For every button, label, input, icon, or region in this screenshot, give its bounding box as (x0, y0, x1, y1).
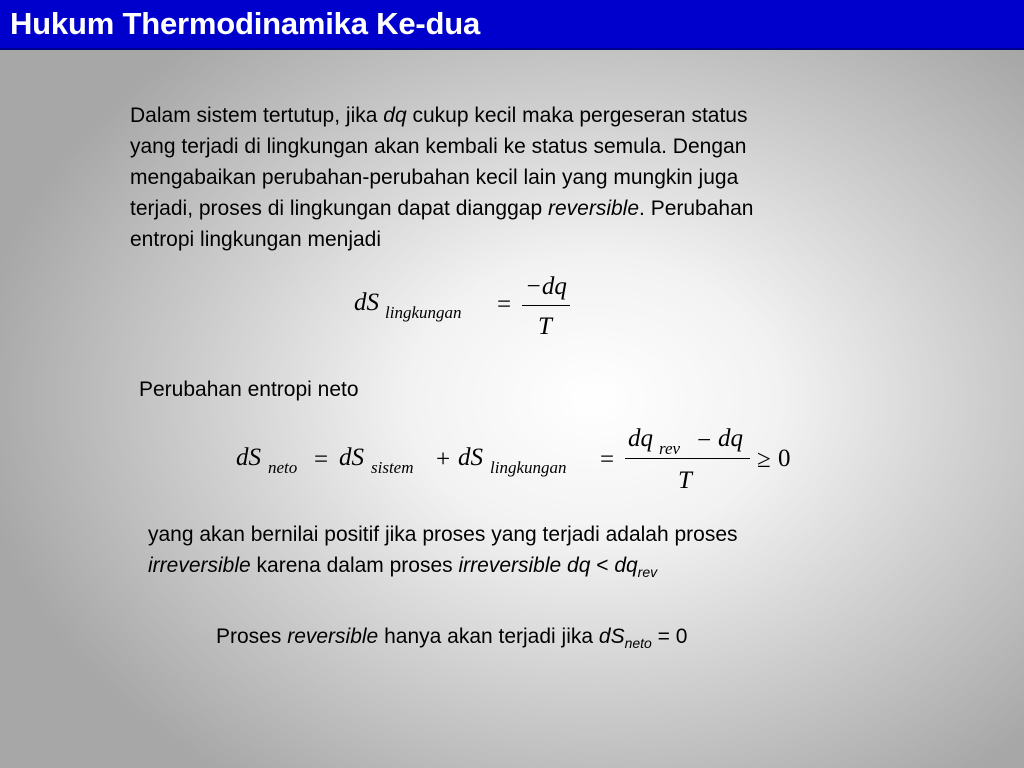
eq1-lhs-subscript: lingkungan (385, 303, 462, 322)
paragraph1-line3: mengabaikan perubahan-perubahan kecil lain yang mungkin juga (130, 166, 739, 189)
eq1-equals: = (497, 291, 512, 318)
eq2-plus: + (436, 446, 451, 473)
paragraph1-line1: Dalam sistem tertutup, jika dq cukup kecil maka pergeseran status (130, 104, 748, 127)
eq2-numerator-minus: − (697, 427, 712, 454)
paragraph1-line5: entropi lingkungan menjadi (130, 228, 382, 251)
paragraph3-line1: yang akan bernilai positif jika proses yang terjadi adalah proses (148, 523, 738, 546)
eq2-equals-2: = (600, 446, 615, 473)
eq1-lhs: dS (354, 289, 379, 316)
eq2-term-neto-subscript: neto (268, 458, 298, 477)
eq2-numerator-dq-2: dq (718, 425, 743, 452)
eq2-numerator-dq: dq (628, 425, 653, 452)
eq2-zero: 0 (778, 445, 791, 472)
eq2-term-sistem-subscript: sistem (371, 458, 414, 477)
eq1-numerator: −dq (525, 273, 567, 300)
slide-title: Hukum Thermodinamika Ke-dua (10, 6, 481, 41)
eq2-term-sistem: dS (339, 444, 364, 471)
eq2-fraction-bar (625, 458, 750, 459)
eq2-equals-1: = (314, 446, 329, 473)
paragraph1-line2: yang terjadi di lingkungan akan kembali ke status semula. Dengan (130, 135, 747, 158)
paragraph-net-entropy: Perubahan entropi neto (139, 378, 359, 401)
eq2-numerator-subscript-rev: rev (659, 439, 681, 458)
paragraph1-line4: terjadi, proses di lingkungan dapat dianggap reversible. Perubahan (130, 197, 754, 220)
paragraph-reversible-condition: Proses reversible hanya akan terjadi jika $dS_{neto} = 0$ (216, 625, 688, 651)
eq2-geq: ≥ (757, 446, 771, 473)
eq2-term-neto: dS (236, 444, 261, 471)
eq1-denominator: T (538, 313, 552, 340)
eq2-term-lingkungan-subscript: lingkungan (490, 458, 567, 477)
eq2-term-lingkungan: dS (458, 444, 483, 471)
paragraph3-line2: irreversible karena dalam proses irreversible dq < $dq_{rev}$ (148, 554, 658, 580)
paragraph-irreversible (148, 519, 738, 581)
eq2-denominator: T (678, 467, 692, 494)
